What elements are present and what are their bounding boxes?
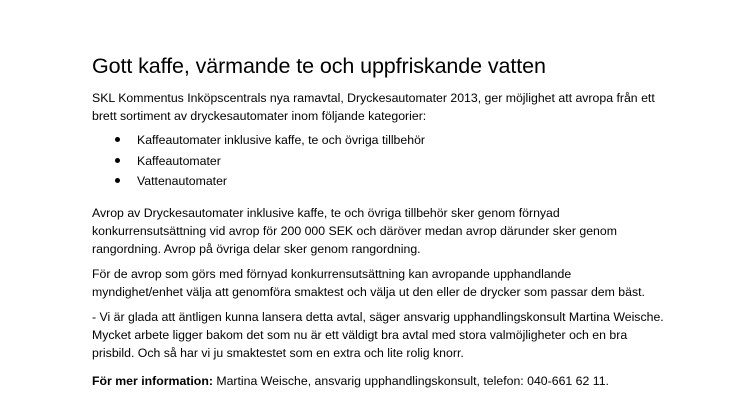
- list-item: [92, 171, 712, 192]
- intro-line: SKL Kommentus Inköpscentrals nya ramavtal, Dryckesautomater 2013, ger möjlighet att avropa från ett: [92, 91, 655, 105]
- paragraph-line: För de avrop som görs med förnyad konkurrensutsättning kan avropande upphandlande: [92, 266, 572, 281]
- list-item-label: Kaffeautomater inklusive kaffe, te och övriga tillbehör: [137, 133, 426, 147]
- paragraph-line: - Vi är glada att äntligen kunna lansera detta avtal, säger ansvarig upphandlingskonsult Martina Weische.: [92, 309, 664, 324]
- intro-line: brett sortiment av dryckesautomater inom följande kategorier:: [92, 109, 427, 123]
- contact-label: För mer information:: [92, 373, 213, 388]
- list-item-label: Kaffeautomater: [137, 153, 221, 168]
- paragraph-line: rangordning. Avrop på övriga delar sker genom rangordning.: [92, 241, 421, 256]
- paragraph-smaktest: [92, 265, 712, 301]
- intro-paragraph: [92, 89, 712, 125]
- document-page: [92, 52, 712, 390]
- paragraph-line: Avrop av Dryckesautomater inklusive kaffe, te och övriga tillbehör sker genom förnyad: [92, 205, 560, 220]
- list-item: [92, 130, 712, 151]
- bullet-icon: [115, 178, 120, 183]
- paragraph-line: konkurrensutsättning vid avrop för 200 000 SEK och däröver medan avrop därunder sker genom: [92, 223, 617, 238]
- contact-text: Martina Weische, ansvarig upphandlingskonsult, telefon: 040-661 62 11.: [212, 373, 609, 388]
- list-item-label: Vattenautomater: [137, 174, 228, 188]
- contact-info: [92, 372, 712, 390]
- article-title: Gott kaffe, värmande te och uppfriskande vatten: [92, 54, 546, 78]
- paragraph-line: Mycket arbete ligger bakom det som nu är ett väldigt bra avtal med stora valmöjligheter och en bra: [92, 327, 628, 342]
- paragraph-line: myndighet/enhet välja att genomföra smaktest och välja ut den eller de drycker som passar dem bäst.: [92, 284, 645, 299]
- bullet-icon: [115, 158, 120, 163]
- paragraph-avrop: [92, 204, 712, 258]
- category-list: [92, 130, 712, 192]
- paragraph-quote: [92, 308, 712, 362]
- paragraph-line: prisbild. Och så har vi ju smaktestet som en extra och lite rolig knorr.: [92, 345, 464, 360]
- list-item: [92, 151, 712, 172]
- bullet-icon: [115, 137, 120, 142]
